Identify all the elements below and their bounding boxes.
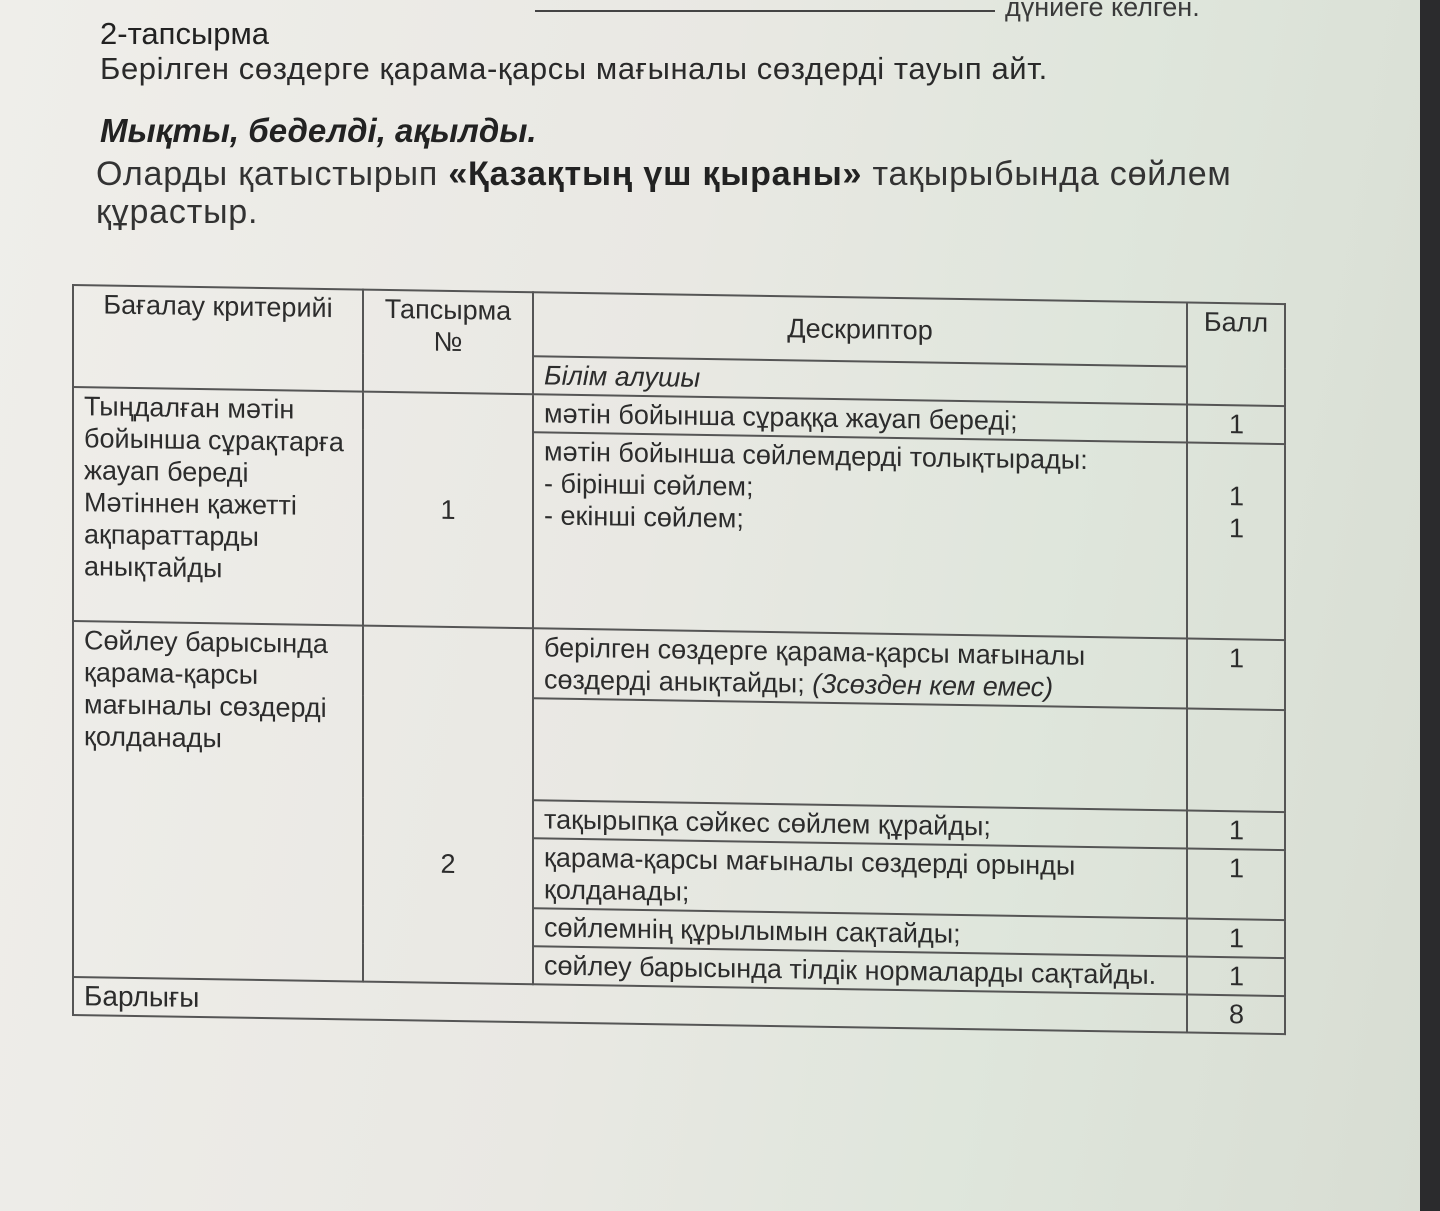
header-descriptor: Дескриптор (533, 292, 1187, 366)
task-text-part1: Оларды қатыстырып (96, 155, 449, 193)
header-task-no: Тапсырма № (363, 290, 533, 395)
points-cell: 1 (1187, 957, 1285, 997)
criterion-cell: Сөйлеу барысында қарама-қарсы мағыналы сөздерді қолданады (73, 621, 363, 982)
task-text-part2: тақырыбында сөйлем құрастыр. (96, 155, 1232, 231)
points-cell: 1 (1187, 919, 1285, 959)
task-instruction (96, 155, 1246, 231)
criterion-cell: Тыңдалған мәтін бойынша сұрақтарға жауап береді Мәтіннен қажетті ақпараттарды анықтайды (73, 387, 363, 626)
descriptor-cell (533, 628, 1187, 708)
assessment-table (72, 284, 1286, 1035)
descriptor-cell: тақырыпқа сәйкес сөйлем құрайды; (533, 800, 1187, 848)
points-cell: 1 1 (1187, 443, 1285, 641)
total-points: 8 (1187, 995, 1285, 1035)
descriptor-cell: мәтін бойынша сөйлемдерді толықтырады: - бірінші сөйлем; - екінші сөйлем; (533, 432, 1187, 638)
points-cell: 1 (1187, 811, 1285, 851)
points-cell: 1 (1187, 849, 1285, 921)
descriptor-text: берілген сөздерге қарама-қарсы мағыналы сөздерді анықтайды; (544, 632, 1086, 699)
descriptor-cell: қарама-қарсы мағыналы сөздерді орынды қолданады; (533, 838, 1187, 918)
points-cell: 1 (1187, 639, 1285, 711)
task-prompt: Берілген сөздерге қарама-қарсы мағыналы сөздерді тауып айт. (100, 51, 1048, 86)
table-header-row (73, 285, 1285, 368)
given-words: Мықты, беделді, ақылды. (100, 112, 537, 149)
points-cell: 1 (1187, 405, 1285, 445)
top-note: дүниеге келген. (1005, 0, 1200, 22)
descriptor-cell: сөйлеу барысында тілдік нормаларды сақтайды. (533, 946, 1187, 994)
points-cell-empty (1187, 709, 1285, 813)
header-criteria: Бағалау критерийі (73, 285, 363, 392)
fill-in-line (535, 10, 995, 12)
header-learner: Білім алушы (533, 356, 1187, 404)
total-label: Барлығы (73, 977, 1187, 1033)
task-number-cell: 1 (363, 392, 533, 629)
task-number-cell: 2 (363, 626, 533, 985)
task-heading: 2-тапсырма (100, 16, 270, 51)
task-topic: «Қазақтың үш қыраны» (448, 155, 863, 193)
screen-edge (1420, 0, 1440, 1211)
descriptor-cell-empty (533, 698, 1187, 810)
header-points: Балл (1187, 303, 1285, 407)
descriptor-cell: мәтін бойынша сұраққа жауап береді; (533, 394, 1187, 442)
descriptor-note: (3сөзден кем емес) (812, 668, 1054, 703)
descriptor-cell: сөйлемнің құрылымын сақтайды; (533, 908, 1187, 956)
